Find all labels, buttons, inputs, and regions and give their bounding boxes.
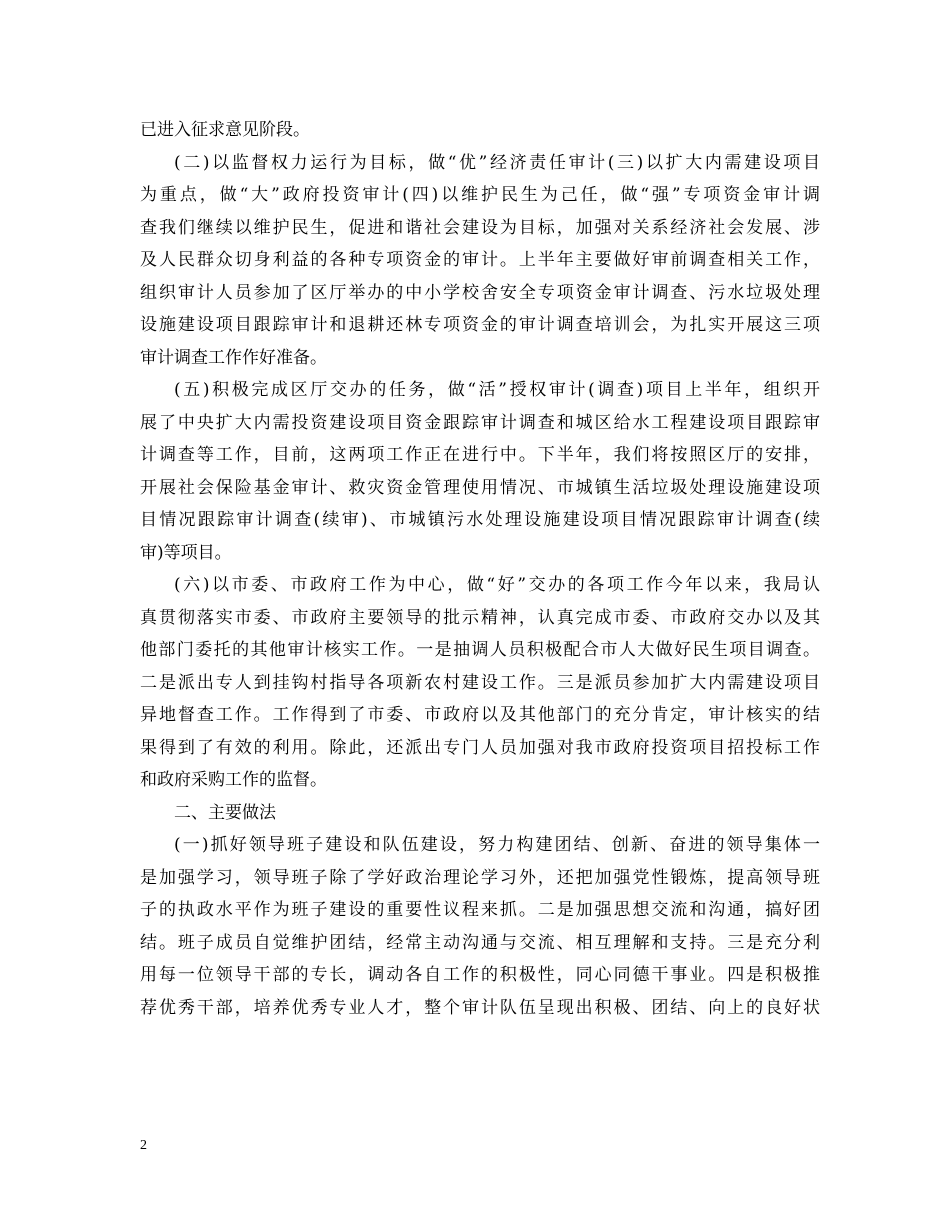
text-line: (二)以监督权力运行为目标，做“优”经济责任审计(三)以扩大内需建设项目 [174, 152, 820, 173]
text-line: 二是派出专人到挂钩村指导各项新农村建设工作。三是派员参加扩大内需建设项目 [140, 672, 820, 693]
text-line: 查我们继续以维护民生，促进和谐社会建设为目标，加强对关系经济社会发展、涉 [140, 217, 820, 238]
text-line: 真贯彻落实市委、市政府主要领导的批示精神，认真完成市委、市政府交办以及其 [140, 607, 820, 628]
text-line: 已进入征求意见阶段。 [140, 120, 310, 140]
text-line: 展了中央扩大内需投资建设项目资金跟踪审计调查和城区给水工程建设项目跟踪审 [140, 412, 820, 433]
text-line: 组织审计人员参加了区厅举办的中小学校舍安全专项资金审计调查、污水垃圾处理 [140, 282, 820, 303]
text-line: (六)以市委、市政府工作为中心，做“好”交办的各项工作今年以来，我局认 [174, 575, 820, 595]
text-line: 是加强学习，领导班子除了学好政治理论学习外，还把加强党性锻炼，提高领导班 [140, 867, 820, 888]
text-line: 子的执政水平作为班子建设的重要性议程来抓。二是加强思想交流和沟通，搞好团 [140, 900, 820, 920]
text-line: (一)抓好领导班子建设和队伍建设，努力构建团结、创新、奋进的领导集体一 [174, 835, 820, 855]
text-line: 结。班子成员自觉维护团结，经常主动沟通与交流、相互理解和支持。三是充分利 [140, 932, 820, 953]
text-line: 审计调查工作作好准备。 [140, 347, 327, 368]
section-heading: 二、主要做法 [174, 802, 276, 823]
text-line: 计调查等工作，目前，这两项工作正在进行中。下半年，我们将按照区厅的安排， [140, 445, 820, 465]
text-line: 审)等项目。 [140, 542, 232, 563]
text-line: (五)积极完成区厅交办的任务，做“活”授权审计(调查)项目上半年，组织开 [174, 380, 820, 400]
body-text [140, 114, 820, 1024]
page-number: 2 [140, 1138, 147, 1153]
text-line: 果得到了有效的利用。除此，还派出专门人员加强对我市政府投资项目招投标工作 [140, 737, 820, 758]
text-line: 荐优秀干部，培养优秀专业人才，整个审计队伍呈现出积极、团结、向上的良好状 [140, 997, 820, 1018]
text-line: 为重点，做“大”政府投资审计(四)以维护民生为己任，做“强”专项资金审计调 [140, 185, 820, 205]
text-line: 和政府采购工作的监督。 [140, 770, 327, 790]
text-line: 异地督查工作。工作得到了市委、市政府以及其他部门的充分肯定，审计核实的结 [140, 705, 820, 725]
text-line: 及人民群众切身利益的各种专项资金的审计。上半年主要做好审前调查相关工作， [140, 250, 820, 270]
text-line: 设施建设项目跟踪审计和退耕还林专项资金的审计调查培训会，为扎实开展这三项 [140, 315, 820, 335]
text-line: 用每一位领导干部的专长，调动各自工作的积极性，同心同德干事业。四是积极推 [140, 965, 820, 985]
text-line: 他部门委托的其他审计核实工作。一是抽调人员积极配合市人大做好民生项目调查。 [140, 640, 820, 660]
text-line: 开展社会保险基金审计、救灾资金管理使用情况、市城镇生活垃圾处理设施建设项 [140, 477, 820, 498]
text-line: 目情况跟踪审计调查(续审)、市城镇污水处理设施建设项目情况跟踪审计调查(续 [140, 510, 820, 530]
